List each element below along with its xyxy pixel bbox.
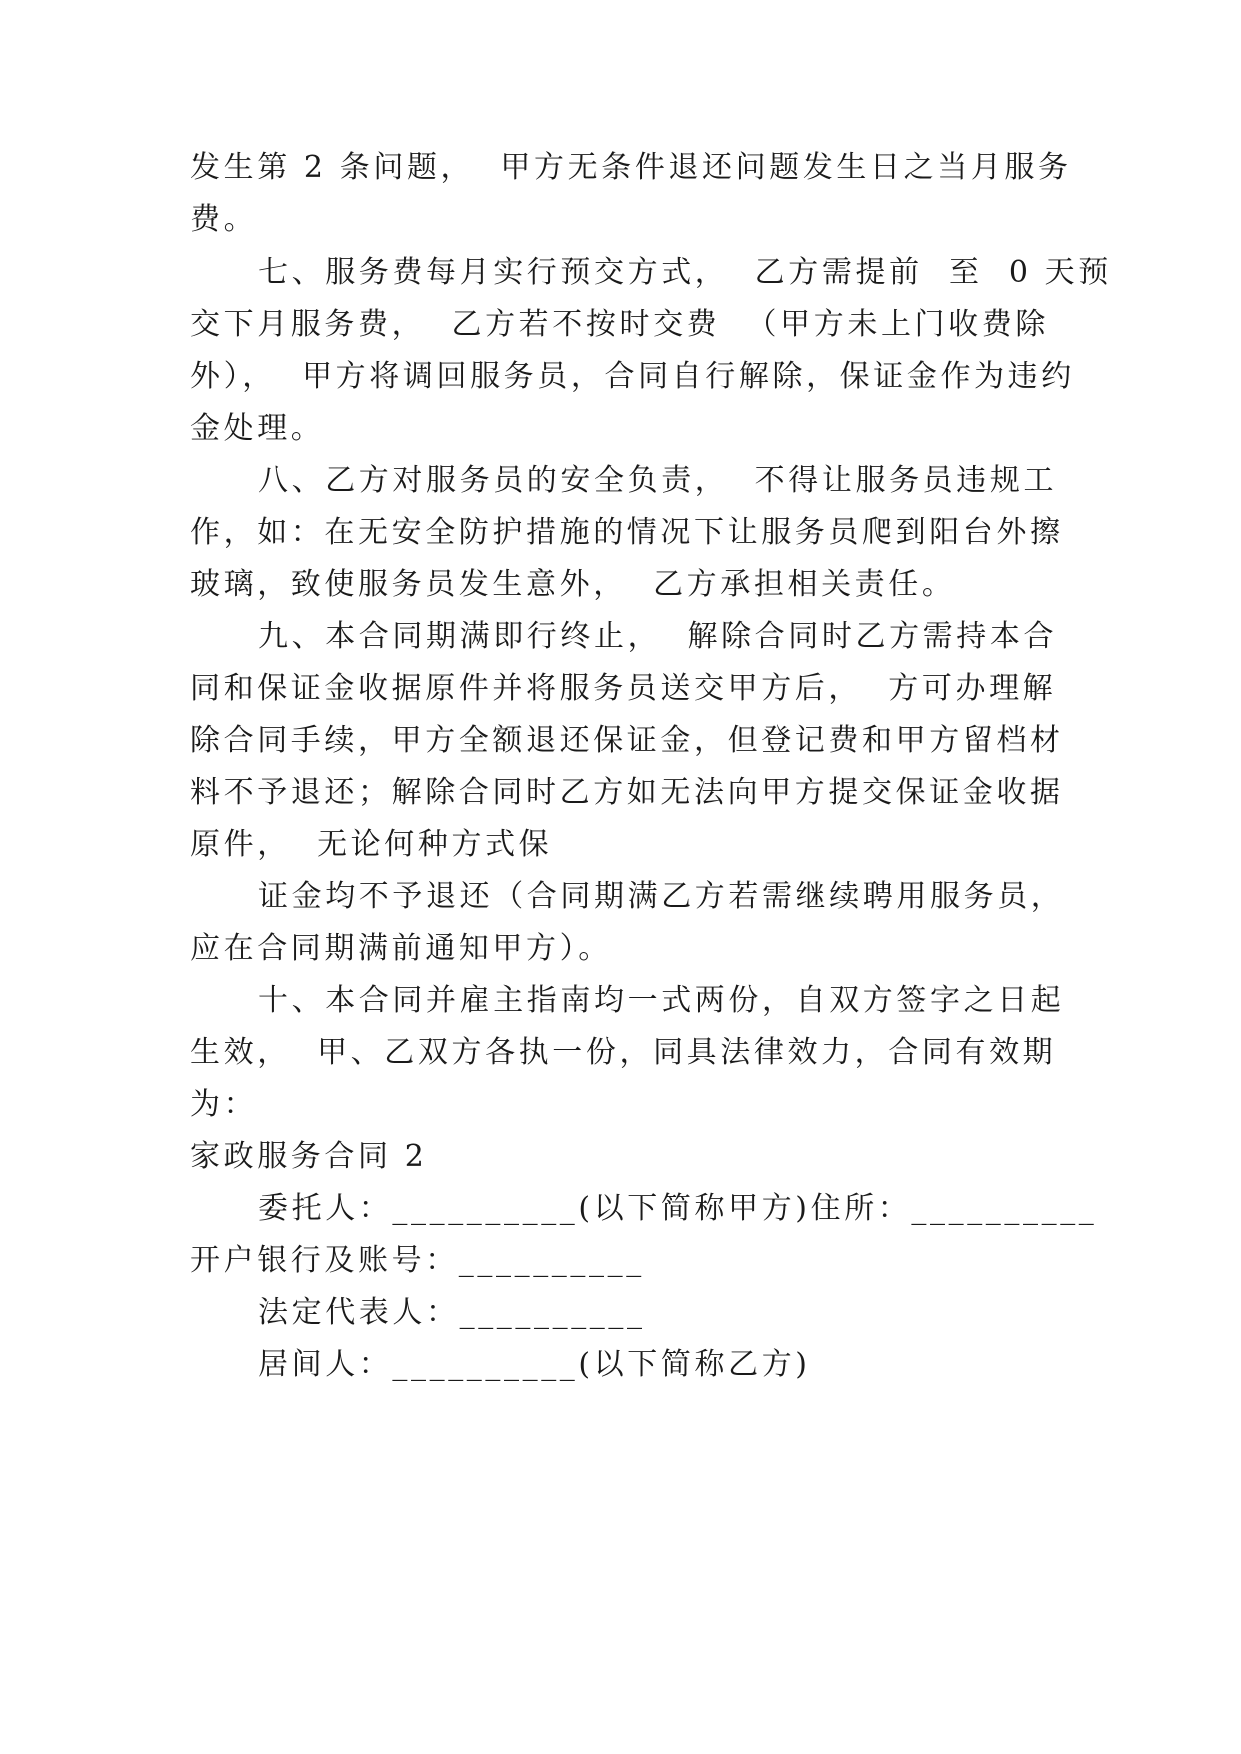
paragraph-line: 金处理。 bbox=[190, 411, 325, 446]
paragraph-line: 料不予退还；解除合同时乙方如无法向甲方提交保证金收据 bbox=[190, 775, 1064, 810]
paragraph-line: 生效， 甲、乙双方各执一份，同具法律效力，合同有效期 bbox=[190, 1035, 1057, 1070]
clause-8-line: 八、乙方对服务员的安全负责， 不得让服务员违规工 bbox=[258, 463, 1058, 498]
legal-representative-field: 法定代表人：__________ bbox=[258, 1295, 646, 1330]
intermediary-field: 居间人：__________(以下简称乙方) bbox=[258, 1347, 811, 1382]
paragraph-line: 作，如：在无安全防护措施的情况下让服务员爬到阳台外擦 bbox=[190, 515, 1064, 550]
paragraph-line: 原件， 无论何种方式保 bbox=[190, 827, 553, 862]
clause-9-line: 九、本合同期满即行终止， 解除合同时乙方需持本合 bbox=[258, 619, 1058, 654]
paragraph-line: 费。 bbox=[190, 202, 258, 237]
paragraph-line: 发生第 2 条问题， 甲方无条件退还问题发生日之当月服务 bbox=[190, 150, 1072, 185]
paragraph-line: 证金均不予退还（合同期满乙方若需继续聘用服务员， bbox=[258, 879, 1065, 914]
paragraph-line: 玻璃，致使服务员发生意外， 乙方承担相关责任。 bbox=[190, 567, 956, 602]
paragraph-line: 同和保证金收据原件并将服务员送交甲方后， 方可办理解 bbox=[190, 671, 1057, 706]
paragraph-line: 外）， 甲方将调回服务员，合同自行解除，保证金作为违约 bbox=[190, 359, 1075, 394]
paragraph-line: 为： bbox=[190, 1087, 258, 1122]
clause-10-line: 十、本合同并雇主指南均一式两份，自双方签字之日起 bbox=[258, 983, 1065, 1018]
clause-7-line: 七、服务费每月实行预交方式， 乙方需提前 至 0 天预 bbox=[258, 255, 1112, 290]
paragraph-line: 应在合同期满前通知甲方）。 bbox=[190, 931, 612, 966]
section-heading: 家政服务合同 2 bbox=[190, 1139, 428, 1174]
paragraph-line: 除合同手续，甲方全额退还保证金，但登记费和甲方留档材 bbox=[190, 723, 1064, 758]
principal-field: 委托人：__________(以下简称甲方)住所：__________ bbox=[258, 1191, 1098, 1226]
paragraph-line: 交下月服务费， 乙方若不按时交费 （甲方未上门收费除 bbox=[190, 307, 1049, 342]
bank-account-field: 开户银行及账号：__________ bbox=[190, 1243, 645, 1278]
